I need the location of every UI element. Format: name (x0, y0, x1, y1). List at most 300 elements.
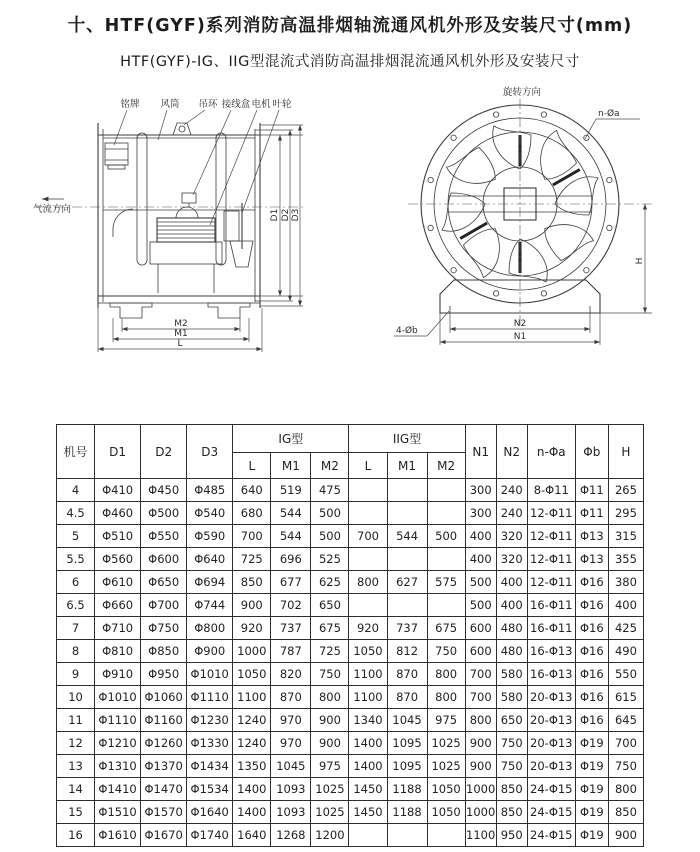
table-cell: Φ1110 (95, 709, 141, 732)
table-cell: 6.5 (57, 594, 95, 617)
table-cell: Φ910 (95, 663, 141, 686)
table-cell: Φ694 (187, 571, 233, 594)
table-cell: 700 (465, 686, 496, 709)
table-cell: 14 (57, 778, 95, 801)
table-cell (427, 479, 465, 502)
table-cell: 6 (57, 571, 95, 594)
table-cell: 900 (311, 709, 349, 732)
dimension-table (56, 424, 644, 847)
table-cell: 750 (427, 640, 465, 663)
table-cell (427, 824, 465, 847)
table-cell: 800 (427, 686, 465, 709)
junction-box (182, 193, 196, 207)
table-cell: 500 (465, 571, 496, 594)
table-cell (387, 548, 427, 571)
table-cell: 544 (271, 502, 311, 525)
table-cell: 700 (233, 525, 271, 548)
table-cell: Φ710 (95, 617, 141, 640)
table-cell: 20-Φ13 (527, 755, 575, 778)
table-cell: 16-Φ11 (527, 617, 575, 640)
table-cell: 1100 (349, 663, 387, 686)
table-cell: Φ900 (187, 640, 233, 663)
table-cell: Φ11 (575, 479, 608, 502)
table-cell: 265 (608, 479, 643, 502)
table-cell: 315 (608, 525, 643, 548)
table-cell: Φ540 (187, 502, 233, 525)
table-cell: 240 (496, 502, 527, 525)
table-cell: 1340 (349, 709, 387, 732)
table-cell (387, 502, 427, 525)
table-cell: Φ410 (95, 479, 141, 502)
table-cell: 975 (427, 709, 465, 732)
table-cell: 750 (496, 732, 527, 755)
table-cell: 1240 (233, 709, 271, 732)
table-cell: 702 (271, 594, 311, 617)
table-cell: Φ16 (575, 686, 608, 709)
table-cell: 700 (465, 663, 496, 686)
table-row (57, 479, 644, 502)
table-cell: 480 (496, 617, 527, 640)
lifting-ring (173, 123, 191, 135)
table-row (57, 732, 644, 755)
table-header (57, 425, 644, 479)
table-cell: 870 (271, 686, 311, 709)
table-cell: 475 (311, 479, 349, 502)
table-cell: 850 (496, 801, 527, 824)
table-cell: 850 (233, 571, 271, 594)
header-d3: D3 (187, 425, 233, 479)
page-title: 十、HTF(GYF)系列消防高温排烟轴流通风机外形及安装尺寸(mm) (67, 16, 633, 36)
table-cell (387, 594, 427, 617)
header-h: H (608, 425, 643, 479)
bolt-hole-callout (585, 108, 640, 139)
table-cell: 24-Φ15 (527, 778, 575, 801)
table-cell (349, 824, 387, 847)
table-cell: 1400 (349, 732, 387, 755)
table-cell: 750 (311, 663, 349, 686)
table-cell: 1400 (233, 801, 271, 824)
inlet-bell (113, 209, 133, 237)
leader-lines (114, 110, 279, 225)
table-cell: 675 (427, 617, 465, 640)
dim-n-phi-a: n-Øa (598, 109, 620, 119)
technical-drawings (0, 85, 700, 375)
table-cell: Φ660 (95, 594, 141, 617)
table-cell: 400 (465, 525, 496, 548)
table-cell: Φ950 (141, 663, 187, 686)
table-cell: 1188 (387, 801, 427, 824)
table-row (57, 617, 644, 640)
table-cell: Φ1210 (95, 732, 141, 755)
table-cell: 1050 (427, 778, 465, 801)
table-cell: 640 (233, 479, 271, 502)
table-body (57, 479, 644, 847)
table-cell: 12-Φ11 (527, 571, 575, 594)
table-cell: Φ19 (575, 801, 608, 824)
nameplate (105, 143, 128, 169)
dim-m2: M2 (174, 319, 188, 329)
table-cell: 800 (465, 709, 496, 732)
table-cell: 650 (311, 594, 349, 617)
table-cell: Φ750 (141, 617, 187, 640)
table-cell: 9 (57, 663, 95, 686)
page-subtitle: HTF(GYF)-IG、IIG型混流式消防高温排烟混流通风机外形及安装尺寸 (120, 54, 580, 70)
table-cell: 240 (496, 479, 527, 502)
label-lifting-ring: 吊环 (198, 99, 218, 110)
table-cell (427, 548, 465, 571)
table-cell: 920 (349, 617, 387, 640)
table-cell: 625 (311, 571, 349, 594)
header-d1: D1 (95, 425, 141, 479)
table-row (57, 571, 644, 594)
table-cell: 1093 (271, 778, 311, 801)
table-row (57, 502, 644, 525)
table-cell: Φ16 (575, 617, 608, 640)
table-cell: 1000 (465, 778, 496, 801)
label-nameplate: 铭牌 (120, 99, 140, 110)
motor-bell (176, 207, 198, 218)
table-cell: 320 (496, 548, 527, 571)
table-cell: 970 (271, 732, 311, 755)
table-cell: Φ1640 (187, 801, 233, 824)
table-cell: Φ19 (575, 755, 608, 778)
header-ig-group: IG型 (233, 425, 349, 453)
table-row (57, 801, 644, 824)
table-cell: 24-Φ15 (527, 801, 575, 824)
table-cell: 490 (608, 640, 643, 663)
table-cell: 1025 (311, 778, 349, 801)
table-cell: 500 (465, 594, 496, 617)
table-cell: 1450 (349, 801, 387, 824)
table-cell: 1025 (427, 755, 465, 778)
header-ig-m2: M2 (311, 453, 349, 479)
table-cell (349, 594, 387, 617)
airflow-label: 气流方向 (33, 204, 72, 215)
table-cell: Φ600 (141, 548, 187, 571)
table-cell: Φ16 (575, 709, 608, 732)
table-cell: 737 (271, 617, 311, 640)
table-cell (387, 824, 427, 847)
table-cell (349, 502, 387, 525)
table-cell: 1025 (427, 732, 465, 755)
table-cell: 725 (233, 548, 271, 571)
height-dimension (600, 204, 652, 313)
table-cell: Φ1060 (141, 686, 187, 709)
header-iig-group: IIG型 (349, 425, 465, 453)
dim-d3: D3 (291, 208, 301, 222)
table-cell: 500 (427, 525, 465, 548)
table-cell: 725 (311, 640, 349, 663)
table-cell: Φ1330 (187, 732, 233, 755)
table-cell: 1450 (349, 778, 387, 801)
header-n1: N1 (465, 425, 496, 479)
header-machine-no: 机号 (57, 425, 95, 479)
table-cell: 1050 (233, 663, 271, 686)
table-cell: 12 (57, 732, 95, 755)
front-view-drawing (394, 86, 652, 345)
table-cell: 1240 (233, 732, 271, 755)
table-cell: 4.5 (57, 502, 95, 525)
table-cell: 600 (465, 617, 496, 640)
table-cell: 1400 (233, 778, 271, 801)
table-cell: 700 (349, 525, 387, 548)
header-phi-b: Φb (575, 425, 608, 479)
header-iig-m1: M1 (387, 453, 427, 479)
table-row (57, 640, 644, 663)
table-cell: Φ850 (141, 640, 187, 663)
table-cell: 5 (57, 525, 95, 548)
table-cell: Φ1434 (187, 755, 233, 778)
dim-h: H (635, 257, 645, 265)
table-cell: Φ16 (575, 663, 608, 686)
dim-l: L (177, 339, 183, 349)
label-junction-box: 接线盒 (221, 99, 251, 110)
table-cell: 812 (387, 640, 427, 663)
table-cell: 1100 (465, 824, 496, 847)
motor-support (150, 242, 222, 293)
table-cell: 975 (311, 755, 349, 778)
label-motor: 电机 (251, 99, 271, 110)
table-cell: 400 (496, 594, 527, 617)
table-cell: Φ13 (575, 525, 608, 548)
table-cell: 8-Φ11 (527, 479, 575, 502)
table-cell: 787 (271, 640, 311, 663)
table-cell: 645 (608, 709, 643, 732)
table-cell: Φ590 (187, 525, 233, 548)
duct-wall-left (137, 133, 147, 265)
table-cell (349, 479, 387, 502)
table-cell: 400 (496, 571, 527, 594)
table-cell: Φ485 (187, 479, 233, 502)
table-cell: 12-Φ11 (527, 502, 575, 525)
dim-d2: D2 (281, 208, 291, 222)
table-cell: 16-Φ11 (527, 594, 575, 617)
header-n2: N2 (496, 425, 527, 479)
table-cell: Φ16 (575, 594, 608, 617)
table-cell: 15 (57, 801, 95, 824)
table-cell: 355 (608, 548, 643, 571)
table-row (57, 525, 644, 548)
table-cell: 519 (271, 479, 311, 502)
dim-n2: N2 (513, 319, 527, 329)
table-cell (427, 502, 465, 525)
table-cell: 400 (465, 548, 496, 571)
table-cell: 900 (465, 732, 496, 755)
table-cell: Φ1010 (187, 663, 233, 686)
table-cell: 580 (496, 663, 527, 686)
table-cell: 920 (233, 617, 271, 640)
table-cell: 1350 (233, 755, 271, 778)
table-row (57, 824, 644, 847)
table-cell: 800 (349, 571, 387, 594)
table-cell: 850 (608, 801, 643, 824)
table-cell (427, 594, 465, 617)
header-n-phi-a: n-Φa (527, 425, 575, 479)
table-cell: 970 (271, 709, 311, 732)
table-cell: 800 (311, 686, 349, 709)
table-cell: 12-Φ11 (527, 525, 575, 548)
dim-m1: M1 (174, 329, 188, 339)
table-cell: Φ16 (575, 640, 608, 663)
table-cell (387, 479, 427, 502)
table-cell: 20-Φ13 (527, 732, 575, 755)
table-cell: 5.5 (57, 548, 95, 571)
table-cell: Φ19 (575, 778, 608, 801)
table-cell: 400 (608, 594, 643, 617)
table-cell: 870 (387, 663, 427, 686)
side-view-drawing (33, 98, 305, 352)
table-cell: 1000 (465, 801, 496, 824)
header-iig-m2: M2 (427, 453, 465, 479)
table-cell: 500 (311, 502, 349, 525)
dim-d1: D1 (270, 208, 280, 222)
motor (157, 218, 215, 242)
table-cell: 8 (57, 640, 95, 663)
table-cell (349, 548, 387, 571)
table-cell: Φ1510 (95, 801, 141, 824)
table-cell: 650 (496, 709, 527, 732)
table-cell: 16 (57, 824, 95, 847)
rotation-direction-label: 旋转方向 (502, 87, 542, 98)
table-cell: Φ650 (141, 571, 187, 594)
table-cell: 1095 (387, 732, 427, 755)
table-cell: 320 (496, 525, 527, 548)
table-row (57, 755, 644, 778)
table-row (57, 594, 644, 617)
table-cell: Φ19 (575, 732, 608, 755)
table-cell: Φ610 (95, 571, 141, 594)
table-cell: 1000 (233, 640, 271, 663)
table-cell: Φ1160 (141, 709, 187, 732)
table-cell: 1045 (387, 709, 427, 732)
table-cell: 500 (311, 525, 349, 548)
table-cell: Φ13 (575, 548, 608, 571)
table-cell: Φ550 (141, 525, 187, 548)
table-cell: 1268 (271, 824, 311, 847)
table-cell: 900 (465, 755, 496, 778)
table-cell: 800 (427, 663, 465, 686)
table-cell: 615 (608, 686, 643, 709)
table-cell: 1188 (387, 778, 427, 801)
table-cell: 1025 (311, 801, 349, 824)
table-cell: 675 (311, 617, 349, 640)
table-cell: Φ800 (187, 617, 233, 640)
table-cell: 1045 (271, 755, 311, 778)
table-cell: 1093 (271, 801, 311, 824)
table-cell: Φ640 (187, 548, 233, 571)
label-impeller: 叶轮 (272, 99, 292, 110)
airflow-direction (33, 199, 71, 215)
table-cell: 11 (57, 709, 95, 732)
table-cell: 544 (271, 525, 311, 548)
table-cell: 544 (387, 525, 427, 548)
table-cell: 627 (387, 571, 427, 594)
table-cell: 16-Φ13 (527, 663, 575, 686)
dim-n1: N1 (513, 332, 527, 342)
table-cell: Φ1740 (187, 824, 233, 847)
table-cell: Φ1570 (141, 801, 187, 824)
table-cell: 24-Φ15 (527, 824, 575, 847)
table-cell: 1100 (233, 686, 271, 709)
table-cell: Φ1010 (95, 686, 141, 709)
table-row (57, 778, 644, 801)
label-duct: 风筒 (160, 99, 180, 110)
table-cell: Φ744 (187, 594, 233, 617)
table-cell: 1640 (233, 824, 271, 847)
table-cell: 300 (465, 502, 496, 525)
length-dimensions (98, 308, 262, 352)
table-cell: 696 (271, 548, 311, 571)
table-cell: 900 (608, 824, 643, 847)
table-cell: Φ11 (575, 502, 608, 525)
table-cell: 4 (57, 479, 95, 502)
table-cell: 575 (427, 571, 465, 594)
table-cell: 1050 (427, 801, 465, 824)
table-cell: 1100 (349, 686, 387, 709)
table-cell: 600 (465, 640, 496, 663)
table-cell: Φ1670 (141, 824, 187, 847)
table-cell: 425 (608, 617, 643, 640)
table-cell: Φ510 (95, 525, 141, 548)
table-cell: 480 (496, 640, 527, 663)
table-row (57, 686, 644, 709)
table-cell: Φ1260 (141, 732, 187, 755)
table-cell: 10 (57, 686, 95, 709)
table-cell: 1200 (311, 824, 349, 847)
base-hole-callout (394, 311, 449, 336)
table-cell: 7 (57, 617, 95, 640)
table-cell: 1050 (349, 640, 387, 663)
mounting-feet (98, 296, 260, 318)
table-cell: 750 (496, 755, 527, 778)
table-cell: 850 (496, 778, 527, 801)
table-cell: Φ1110 (187, 686, 233, 709)
table-cell: Φ1230 (187, 709, 233, 732)
diameter-dimensions (255, 125, 303, 306)
table-cell: Φ1534 (187, 778, 233, 801)
table-cell: Φ450 (141, 479, 187, 502)
table-cell: 580 (496, 686, 527, 709)
table-row (57, 663, 644, 686)
table-cell: Φ810 (95, 640, 141, 663)
table-cell: 870 (387, 686, 427, 709)
header-ig-l: L (233, 453, 271, 479)
table-row (57, 709, 644, 732)
table-cell: Φ500 (141, 502, 187, 525)
header-ig-m1: M1 (271, 453, 311, 479)
table-cell: Φ19 (575, 824, 608, 847)
table-cell: Φ1310 (95, 755, 141, 778)
table-cell: 737 (387, 617, 427, 640)
table-cell: 16-Φ13 (527, 640, 575, 663)
table-cell: 1095 (387, 755, 427, 778)
table-cell: 900 (233, 594, 271, 617)
table-cell: Φ1610 (95, 824, 141, 847)
dim-4-phi-b: 4-Øb (396, 326, 418, 336)
table-cell: 1400 (349, 755, 387, 778)
table-cell: 20-Φ13 (527, 686, 575, 709)
table-cell: 900 (311, 732, 349, 755)
table-cell: 820 (271, 663, 311, 686)
table-row (57, 548, 644, 571)
table-cell: Φ700 (141, 594, 187, 617)
header-iig-l: L (349, 453, 387, 479)
table-cell: 750 (608, 755, 643, 778)
table-cell: 12-Φ11 (527, 548, 575, 571)
table-cell: 700 (608, 732, 643, 755)
table-cell: 525 (311, 548, 349, 571)
table-cell: Φ1470 (141, 778, 187, 801)
